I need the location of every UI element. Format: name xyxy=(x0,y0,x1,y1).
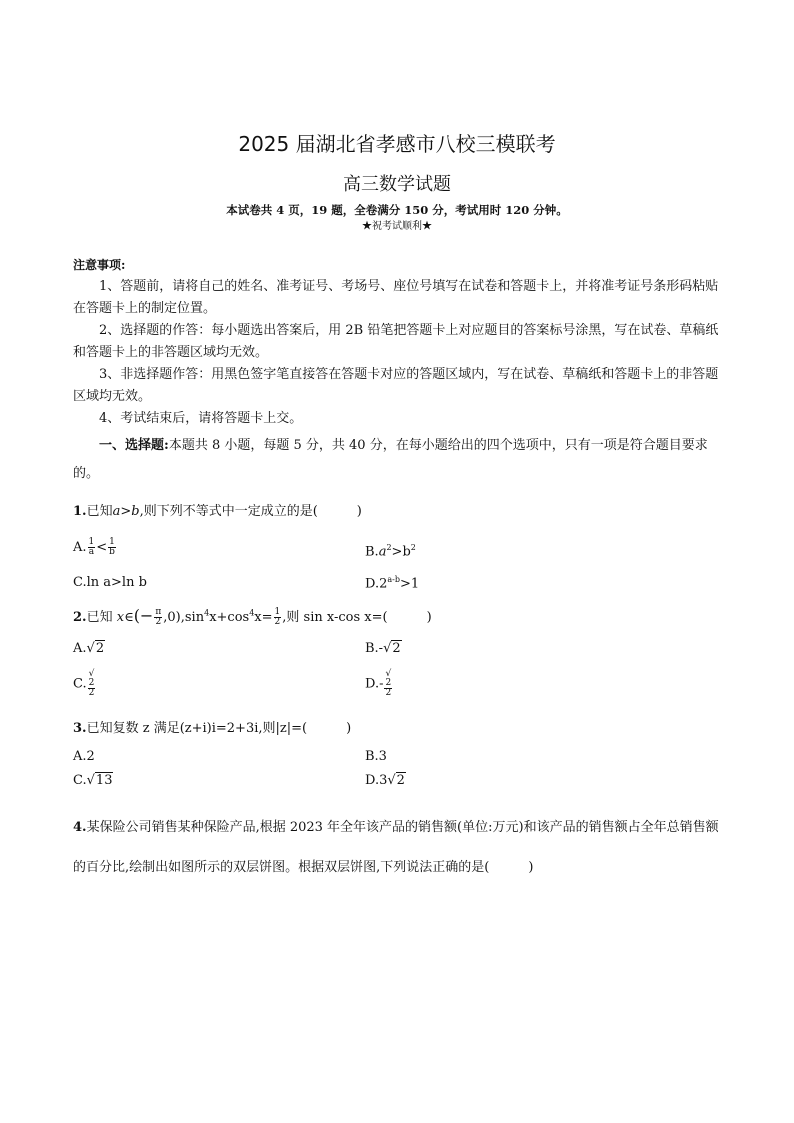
sqrt: √2 xyxy=(387,773,405,788)
notice-item-4: 4、考试结束后，请将答题卡上交。 xyxy=(99,411,303,426)
exponent: 2 xyxy=(386,543,392,552)
question-text: 已知 xyxy=(86,504,113,519)
numerator: π xyxy=(155,607,162,617)
option-label: A. xyxy=(73,540,87,555)
section-text: 本题共 8 小题，每题 5 分，共 40 分，在每小题给出的四个选项中，只有一项是符合题目要求的。 xyxy=(73,438,708,481)
exam-title: 2025 届湖北省孝感市八校三模联考 xyxy=(238,132,556,156)
question-number: 2. xyxy=(73,610,87,625)
fraction xyxy=(154,608,162,627)
question-text: (− xyxy=(133,606,154,625)
question-3 xyxy=(73,717,351,736)
fraction xyxy=(88,670,96,698)
radicand: 13 xyxy=(95,773,113,788)
q1-option-d xyxy=(365,575,419,591)
q3-option-d xyxy=(365,773,406,788)
option-label: A. xyxy=(73,641,87,656)
option-text: 2 xyxy=(379,576,388,592)
question-text: ,则下列不等式中一定成立的是( ) xyxy=(139,504,362,519)
option-label: B. xyxy=(365,544,379,560)
section-label: 一、选择题: xyxy=(99,438,169,453)
exam-info: 本试卷共 4 页，19 题，全卷满分 150 分，考试用时 120 分钟。 xyxy=(226,203,568,217)
denominator: 2 xyxy=(88,688,95,698)
question-number: 3. xyxy=(73,721,87,736)
numerator: √ 2 xyxy=(385,669,392,688)
q2-option-b xyxy=(365,641,402,656)
denominator: a xyxy=(88,547,95,557)
denominator: 2 xyxy=(385,688,392,698)
q3-option-b: B.3 xyxy=(365,749,387,764)
fraction xyxy=(108,538,116,557)
section-choice-instructions xyxy=(73,432,723,488)
question-4 xyxy=(73,808,723,888)
question-text: 已知 xyxy=(86,610,117,625)
exam-wish: ★祝考试顺利★ xyxy=(362,221,432,232)
q3-option-c xyxy=(73,773,113,788)
denominator: b xyxy=(109,547,115,557)
q2-option-d xyxy=(365,670,393,698)
exponent: 4 xyxy=(204,608,210,618)
exponent: a-b xyxy=(387,575,400,584)
notice-item-3: 3、非选择题作答：用黑色签字笔直接答在答题卡对应的答题区域内，写在试卷、草稿纸和答题卡上的非答题区域均无效。 xyxy=(73,367,719,404)
exponent: 2 xyxy=(410,543,416,552)
option-label: D.- xyxy=(365,676,384,692)
option-label: D.3 xyxy=(365,773,388,788)
option-label: C. xyxy=(73,676,87,692)
fraction xyxy=(384,670,392,698)
question-text: x= xyxy=(254,610,273,625)
option-text: < xyxy=(96,540,108,555)
q2-option-a xyxy=(73,641,105,656)
q3-option-a: A.2 xyxy=(73,749,95,764)
option-label: C. xyxy=(73,773,87,788)
question-var: a>b xyxy=(112,504,140,519)
notice-title: 注意事项: xyxy=(73,258,126,272)
radicand: 2 xyxy=(88,678,95,688)
sqrt: √2 xyxy=(383,641,401,656)
q2-option-c xyxy=(73,670,96,698)
question-1 xyxy=(73,500,362,519)
question-number: 1. xyxy=(73,504,87,519)
question-text: 某保险公司销售某种保险产品,根据 2023 年全年该产品的销售额(单位:万元)和该产品的销售额占全年总销售额的百分比,绘制出如图所示的双层饼图。根据双层饼图,下列说法正确的是( ) xyxy=(73,820,719,875)
radicand: 2 xyxy=(385,678,392,688)
sqrt: √13 xyxy=(86,773,113,788)
option-label: B.- xyxy=(365,641,384,656)
sqrt: √2 xyxy=(86,641,105,656)
denominator: 2 xyxy=(155,617,162,627)
denominator: 2 xyxy=(274,617,281,627)
numerator: 1 xyxy=(88,537,95,547)
question-text: ,则 sin x-cos x=( ) xyxy=(282,610,432,625)
q1-option-b xyxy=(365,543,416,559)
question-number: 4. xyxy=(73,820,87,835)
notice-item-2: 2、选择题的作答：每小题选出答案后，用 2B 铅笔把答题卡上对应题目的答案标号涂黑，写在试卷、草稿纸和答题卡上的非答题区域均无效。 xyxy=(73,323,719,360)
question-text: x+cos xyxy=(209,610,250,625)
radicand: 2 xyxy=(95,641,105,656)
option-label: D. xyxy=(365,576,380,592)
exam-subtitle: 高三数学试题 xyxy=(343,174,451,195)
fraction xyxy=(274,608,282,627)
numerator: 1 xyxy=(109,537,115,547)
q1-option-a xyxy=(73,538,117,557)
fraction xyxy=(88,538,96,557)
option-var: a xyxy=(378,544,387,560)
option-label: C. xyxy=(73,575,87,590)
question-text: 已知复数 z 满足(z+i)i=2+3i,则|z|=( ) xyxy=(86,721,352,736)
question-var: x xyxy=(116,610,125,625)
question-text: ∈ xyxy=(124,610,134,625)
question-text: ,0) xyxy=(163,610,181,625)
numerator: 1 xyxy=(274,607,281,617)
question-text: ,sin xyxy=(180,610,205,625)
exponent: 4 xyxy=(249,608,255,618)
notice-item-1: 1、答题前，请将自己的姓名、准考证号、考场号、座位号填写在试卷和答题卡上，并将准考证号条形码粘贴在答题卡上的制定位置。 xyxy=(73,279,719,316)
radicand: 2 xyxy=(396,773,405,788)
option-text: ln a>ln b xyxy=(86,575,147,590)
radicand: 2 xyxy=(392,641,401,656)
option-text: >1 xyxy=(399,576,420,592)
option-text: >b xyxy=(391,544,411,560)
numerator: √ 2 xyxy=(88,669,95,688)
question-2 xyxy=(73,606,432,627)
q1-option-c xyxy=(73,575,147,590)
